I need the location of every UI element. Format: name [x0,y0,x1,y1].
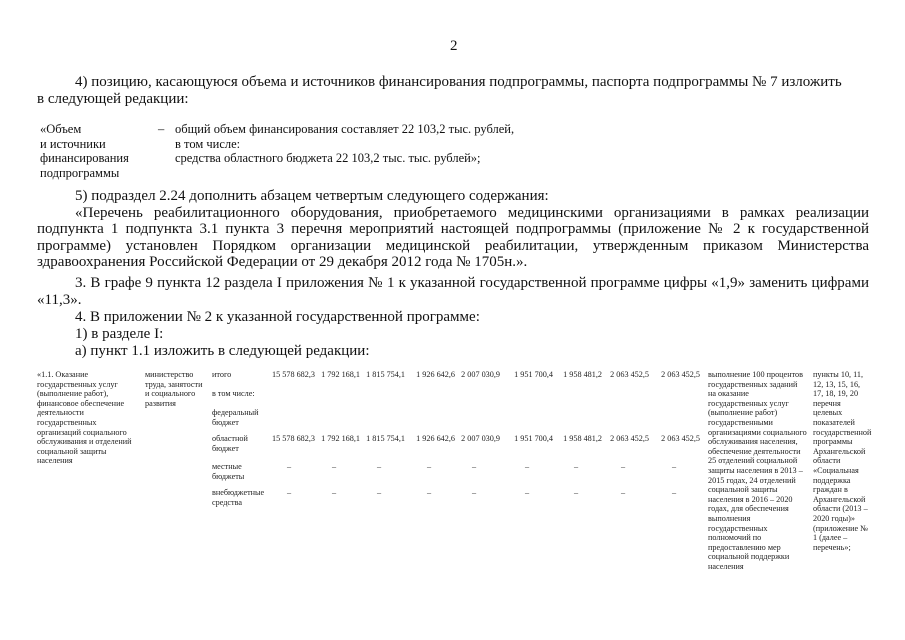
table-row-label: итого [212,370,232,379]
table-row-label: в том числе: [212,389,255,398]
table-cell-value: 15 578 682,3 [272,370,315,379]
table-cell-value: – [620,488,626,497]
funding-left-line: «Объем [40,122,82,136]
table-row-label: областной бюджет [212,434,248,453]
funding-left-col [40,122,129,180]
table-cell-value: – [331,488,337,497]
funding-right-col [175,122,514,166]
table-cell-value: 1 958 481,2 [563,370,602,379]
table-cell-value: – [331,462,337,471]
table-row-label: местные бюджеты [212,462,245,481]
item5-line1: 5) подраздел 2.24 дополнить абзацем четвертым следующего содержания: [75,188,549,204]
table-cell-value: 1 792 168,1 [321,434,360,443]
funding-dash: – [158,122,165,136]
table-cell-value: 2 063 452,5 [610,434,649,443]
funding-right-line: общий объем финансирования составляет 22 103,2 тыс. рублей, [175,122,515,136]
funding-left-line: и источники [40,136,106,151]
table-cell-value: – [671,488,677,497]
table-cell-value: – [471,488,477,497]
table-cell-value: – [671,462,677,471]
table-cell-value: – [426,462,432,471]
sub1-paragraph: 1) в разделе I: [75,326,164,342]
item4-paragraph [37,74,869,107]
item5-paragraph [37,188,869,271]
table-cell-value: 1 926 642,6 [416,434,455,443]
item4-line1: 4) позицию, касающуюся объема и источников финансирования подпрограммы, паспорта подпрограммы № 7 изложить [75,74,842,90]
table-cell-value: – [376,462,382,471]
table-col-executor: министерство труда, занятости и социального развития [145,370,203,408]
table-cell-value: – [471,462,477,471]
table-cell-value: 1 926 642,6 [416,370,455,379]
table-col-result: выполнение 100 процентов государственных заданий на оказание государственных услуг (выполнение работ) государственными организациями социального обслуживания населения, обеспечение деятельности 25 отделений социальной защиты населения в 2013 – 2015 годах, 24 отделений социальной защиты населения в 2016 – 2020 годах, для обеспечения выполнения государственных полномочий по предоставлению мер социальной поддержки населения [708,370,807,571]
table-cell-value: – [620,462,626,471]
table-cell-value: – [524,462,530,471]
table-col-activity: «1.1. Оказание государственных услуг (выполнение работ), финансовое обеспечение деятельности государственных организаций социального обслуживания и отделений социальной защиты населения [37,370,132,466]
table-cell-value: 1 792 168,1 [321,370,360,379]
table-cell-value: – [573,462,579,471]
table-cell-value: – [524,488,530,497]
item4-line2: в следующей редакции: [37,90,189,107]
table-row-label: федеральный бюджет [212,408,259,427]
table-cell-value: 2 063 452,5 [610,370,649,379]
table-cell-value: 1 951 700,4 [514,434,553,443]
funding-right-line: средства областного бюджета 22 103,2 тыс. тыс. рублей»; [175,151,481,166]
suba-paragraph: а) пункт 1.1 изложить в следующей редакции: [75,343,370,359]
funding-right-line: в том числе: [175,136,241,151]
table-cell-value: – [286,462,292,471]
item4b-paragraph: 4. В приложении № 2 к указанной государственной программе: [75,309,480,325]
table-row-label: внебюджетные средства [212,488,265,507]
funding-left-line: финансирования [40,151,129,166]
funding-left-line: подпрограммы [40,165,120,180]
table-cell-value: 1 815 754,1 [366,434,405,443]
table-cell-value: – [376,488,382,497]
table-cell-value: 2 063 452,5 [661,434,700,443]
table-cell-value: – [573,488,579,497]
table-cell-value: 1 815 754,1 [366,370,405,379]
item3-paragraph: 3. В графе 9 пункта 12 раздела I приложения № 1 к указанной государственной программе цифры «1,9» заменить цифрами «11,3». [37,275,869,308]
table-cell-value: 1 951 700,4 [514,370,553,379]
table-cell-value: – [426,488,432,497]
table-cell-value: 2 007 030,9 [461,434,500,443]
table-cell-value: 1 958 481,2 [563,434,602,443]
table-cell-value: – [286,488,292,497]
table-cell-value: 15 578 682,3 [272,434,315,443]
table-col-indicators: пункты 10, 11, 12, 13, 15, 16, 17, 18, 19, 20 перечня целевых показателей государственной программы Архангельской области «Социальная поддержка граждан в Архангельской области (2013 – 2020 годы)» (приложение № 1 (далее – перечень»; [813,370,872,552]
table-cell-value: 2 007 030,9 [461,370,500,379]
page-number: 2 [450,38,458,54]
item5-quote: «Перечень реабилитационного оборудования, приобретаемого медицинскими организациями в рамках реализации подпункта 1 подпункта 3.1 пункта 3 перечня мероприятий настоящей подпрограммы (приложение № 2 к государственной программе) установлен Порядком организации медицинской реабилитации, утвержденным приказом Министерства здравоохранения Российской Федерации от 29 декабря 2012 года № 1705н.». [37,204,869,271]
table-cell-value: 2 063 452,5 [661,370,700,379]
